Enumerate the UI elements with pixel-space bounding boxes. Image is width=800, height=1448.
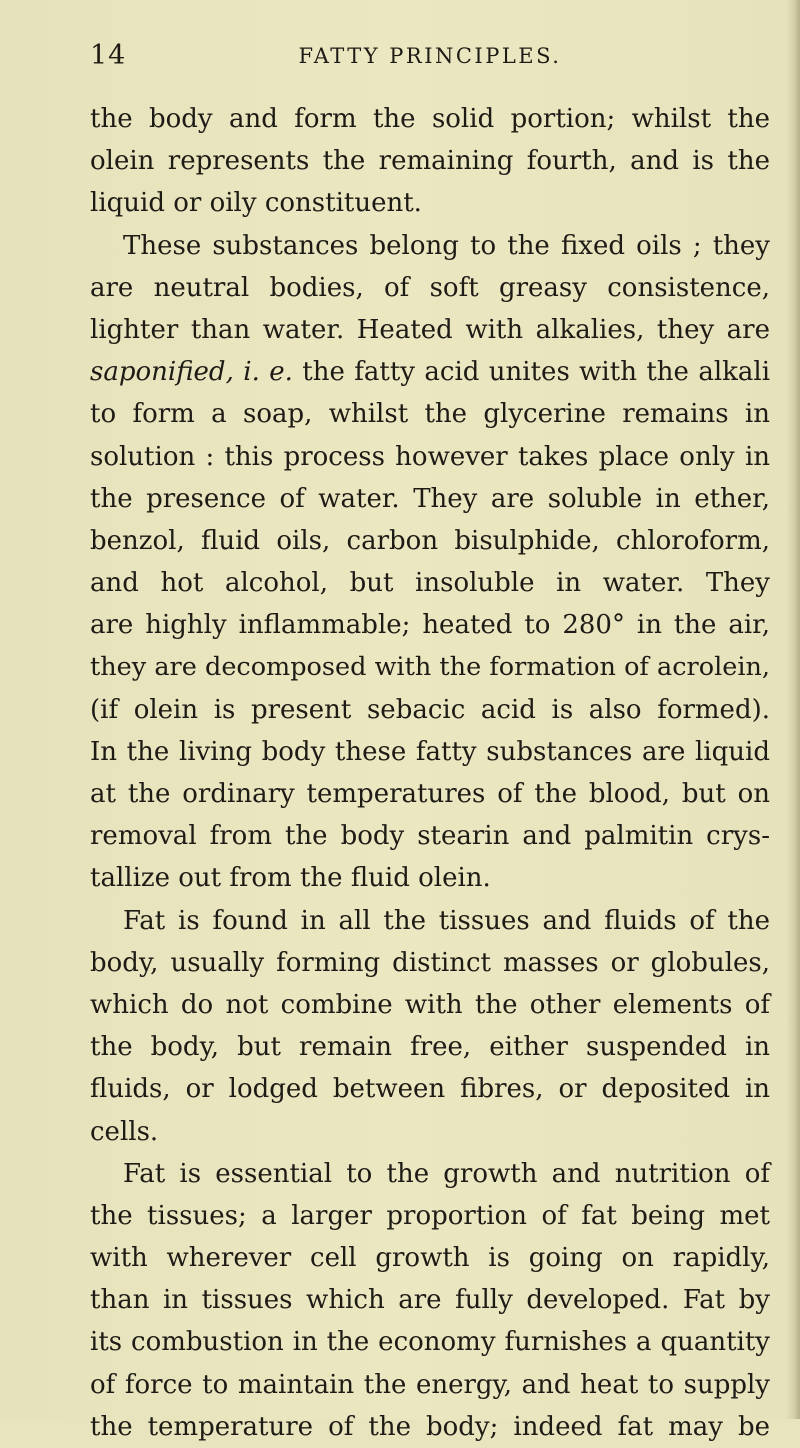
text-line: of force to maintain the energy, and heat to supply xyxy=(90,1369,770,1400)
text-line: tallize out from the fluid olein. xyxy=(90,863,491,894)
text-line: than in tissues which are fully developed. Fat by xyxy=(90,1285,770,1316)
text-line: (if olein is present sebacic acid is also formed). xyxy=(90,694,770,725)
text-line: with wherever cell growth is going on rapidly, xyxy=(90,1243,770,1274)
running-head: FATTY PRINCIPLES. xyxy=(298,44,562,68)
body-text xyxy=(90,98,770,1448)
text-line: In the living body these fatty substances are liquid xyxy=(90,736,770,767)
text-line: body, usually forming distinct masses or globules, xyxy=(90,947,770,978)
text-line: are highly inflammable; heated to 280° in the air, xyxy=(90,610,770,641)
text-line: olein represents the remaining fourth, and is the xyxy=(90,146,770,177)
text-line: the temperature of the body; indeed fat may be xyxy=(90,1411,770,1442)
paragraph-start-line: Fat is essential to the growth and nutrition of xyxy=(123,1158,770,1189)
text-line: and hot alcohol, but insoluble in water. They xyxy=(90,568,770,599)
text-line-with-italics xyxy=(90,351,770,393)
page-header xyxy=(90,40,770,80)
page-edge-shadow xyxy=(786,0,800,1419)
paragraph-start-line: These substances belong to the fixed oils ; they xyxy=(123,230,770,261)
text-line: its combustion in the economy furnishes a quantity xyxy=(90,1327,770,1358)
italic-abbreviation: i. e. xyxy=(243,357,293,388)
text-line: at the ordinary temperatures of the blood, but on xyxy=(90,779,770,809)
text-line: which do not combine with the other elements of xyxy=(90,989,770,1020)
text-line: lighter than water. Heated with alkalies, they are xyxy=(90,314,770,345)
text-line: cells. xyxy=(90,1116,159,1147)
page-number: 14 xyxy=(90,40,127,71)
italic-term: saponified, xyxy=(90,357,234,388)
text-line: fluids, or lodged between fibres, or deposited in xyxy=(90,1074,770,1105)
text-line: the tissues; a larger proportion of fat being met xyxy=(90,1200,770,1231)
text-line: the body, but remain free, either suspended in xyxy=(90,1032,770,1063)
text-line: removal from the body stearin and palmitin crys- xyxy=(90,821,770,852)
text-line: liquid or oily constituent. xyxy=(90,188,422,219)
text-line: the presence of water. They are soluble in ether, xyxy=(90,483,770,514)
text-line: are neutral bodies, of soft greasy consistence, xyxy=(90,272,770,303)
text-line: benzol, fluid oils, carbon bisulphide, chloroform, xyxy=(90,525,770,556)
text-line: the body and form the solid portion; whilst the xyxy=(90,104,770,134)
text-line: solution : this process however takes place only in xyxy=(90,441,770,472)
text-line: to form a soap, whilst the glycerine remains in xyxy=(90,399,770,430)
text-run: the fatty acid unites with the alkali xyxy=(302,357,771,388)
text-line: they are decomposed with the formation of acrolein, xyxy=(90,652,770,683)
paragraph-start-line: Fat is found in all the tissues and fluids of the xyxy=(123,905,770,936)
